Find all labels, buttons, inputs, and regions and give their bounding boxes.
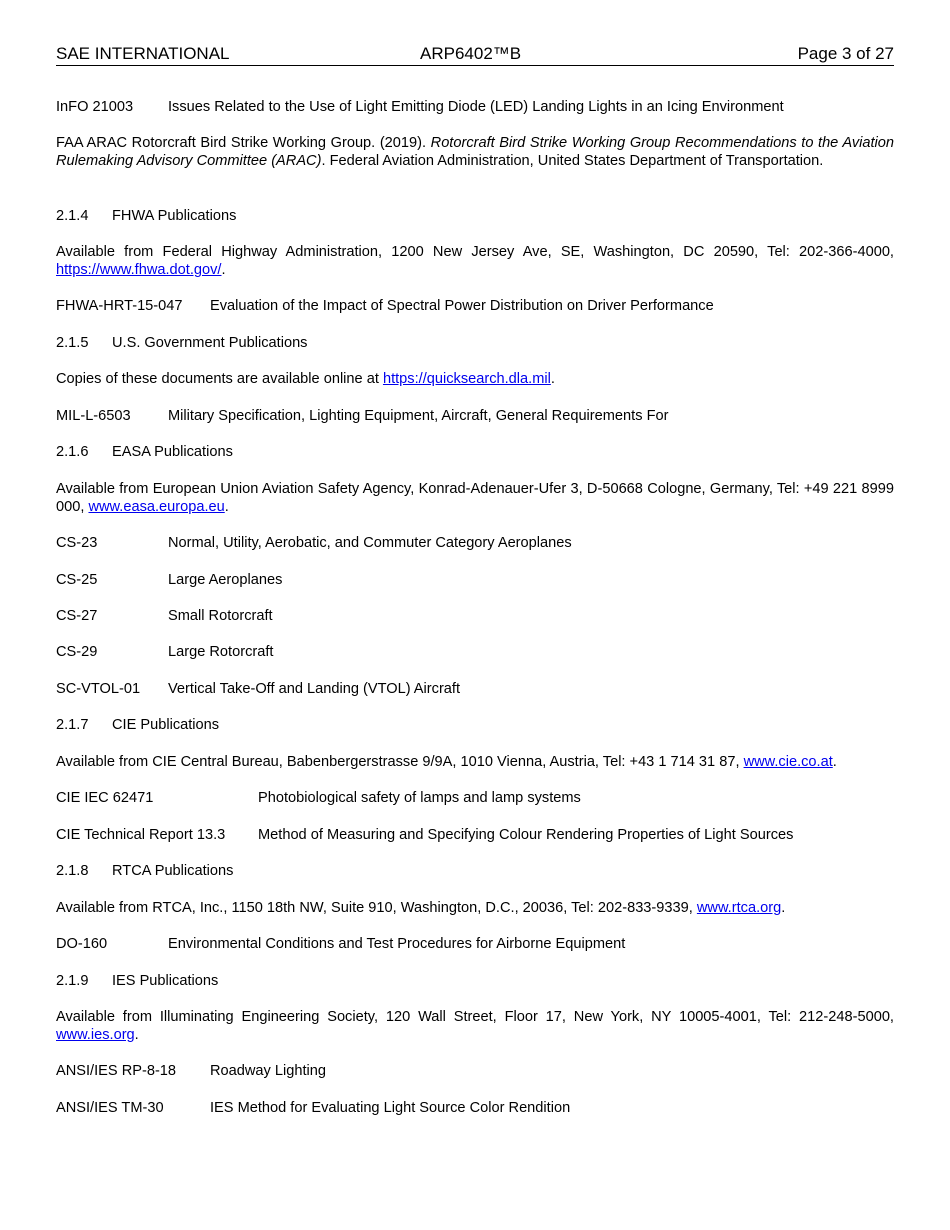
- citation-italic-title: Rotorcraft Bird Strike Working Group Recommendations to the Aviation Rulemaking Advisory Committee (ARAC): [56, 135, 895, 169]
- availability-text: Available from European Union Aviation Safety Agency, Konrad-Adenauer-Ufer 3, D-50668 Cologne, Germany, Tel: +49 221 8999 000,: [56, 481, 894, 515]
- quicksearch-link[interactable]: https://quicksearch.dla.mil: [382, 371, 551, 387]
- availability-text: Available from Federal Highway Administration, 1200 New Jersey Ave, SE, Washington, DC 20590, Tel: 202-366-4000,: [56, 244, 894, 260]
- faa-arac-citation: [56, 134, 894, 170]
- availability-text: Available from Illuminating Engineering Society, 120 Wall Street, Floor 17, New York, NY 10005-4001, Tel: 212-248-5000,: [56, 1009, 894, 1025]
- availability-text: Available from RTCA, Inc., 1150 18th NW, Suite 910, Washington, D.C., 20036, Tel: 202-833-9339,: [56, 900, 697, 916]
- citation-tail: . Federal Aviation Administration, United States Department of Transportation.: [321, 153, 824, 169]
- reference-code: FHWA-HRT-15-047: [56, 298, 183, 314]
- header-page-number: Page 3 of 27: [797, 44, 894, 63]
- reference-mil-l-6503: [56, 407, 894, 425]
- reference-title: Environmental Conditions and Test Procedures for Airborne Equipment: [168, 936, 626, 952]
- section-title: EASA Publications: [112, 444, 233, 460]
- reference-code: CS-25: [56, 572, 98, 588]
- reference-title: Military Specification, Lighting Equipment, Aircraft, General Requirements For: [168, 408, 669, 424]
- header-document-number: ARP6402™B: [420, 44, 522, 63]
- ies-link[interactable]: www.ies.org: [56, 1027, 135, 1043]
- reference-title: IES Method for Evaluating Light Source Color Rendition: [210, 1100, 571, 1116]
- fhwa-link[interactable]: https://www.fhwa.dot.gov/: [56, 262, 222, 278]
- reference-title: Issues Related to the Use of Light Emitting Diode (LED) Landing Lights in an Icing Environment: [168, 99, 784, 115]
- reference-cie-tr-13-3: [56, 826, 894, 844]
- reference-code: DO-160: [56, 936, 108, 952]
- section-title: FHWA Publications: [112, 208, 237, 224]
- reference-code: MIL-L-6503: [56, 408, 131, 424]
- reference-info-21003: [56, 98, 894, 116]
- section-number: 2.1.5: [56, 335, 89, 351]
- section-heading-2-1-9: [56, 972, 894, 990]
- reference-title: Small Rotorcraft: [168, 608, 273, 624]
- section-heading-2-1-4: [56, 207, 894, 225]
- rtca-link[interactable]: www.rtca.org: [696, 900, 782, 916]
- availability-text: Copies of these documents are available online at: [56, 371, 383, 387]
- section-heading-2-1-6: [56, 443, 894, 461]
- reference-cs-23: [56, 534, 894, 552]
- reference-do-160: [56, 935, 894, 953]
- ies-availability: [56, 1008, 894, 1044]
- availability-end: .: [221, 262, 226, 278]
- reference-title: Large Aeroplanes: [168, 572, 283, 588]
- usgov-availability: [56, 370, 894, 388]
- reference-ansi-ies-tm-30: [56, 1099, 894, 1117]
- reference-code: CIE IEC 62471: [56, 790, 154, 806]
- section-number: 2.1.9: [56, 973, 89, 989]
- reference-fhwa-hrt-15-047: [56, 297, 894, 315]
- section-title: IES Publications: [112, 973, 219, 989]
- fhwa-availability: [56, 243, 894, 279]
- header-organization: SAE INTERNATIONAL: [56, 44, 230, 63]
- reference-code: InFO 21003: [56, 99, 134, 115]
- section-number: 2.1.7: [56, 717, 89, 733]
- reference-cie-iec-62471: [56, 789, 894, 807]
- availability-end: .: [134, 1027, 139, 1043]
- reference-code: ANSI/IES RP-8-18: [56, 1063, 177, 1079]
- easa-availability: [56, 480, 894, 516]
- rtca-availability: [56, 899, 894, 917]
- availability-end: .: [224, 499, 229, 515]
- citation-lead: FAA ARAC Rotorcraft Bird Strike Working Group. (2019).: [56, 135, 431, 151]
- availability-end: .: [781, 900, 786, 916]
- reference-cs-25: [56, 571, 894, 589]
- section-number: 2.1.4: [56, 208, 89, 224]
- reference-code: ANSI/IES TM-30: [56, 1100, 164, 1116]
- reference-title: Evaluation of the Impact of Spectral Power Distribution on Driver Performance: [210, 298, 714, 314]
- section-heading-2-1-5: [56, 334, 894, 352]
- reference-title: Normal, Utility, Aerobatic, and Commuter Category Aeroplanes: [168, 535, 572, 551]
- availability-text: Available from CIE Central Bureau, Babenbergerstrasse 9/9A, 1010 Vienna, Austria, Tel: +43 1 714 31 87,: [56, 754, 744, 770]
- reference-ansi-ies-rp-8-18: [56, 1062, 894, 1080]
- section-number: 2.1.6: [56, 444, 89, 460]
- cie-availability: [56, 753, 894, 771]
- reference-code: CS-29: [56, 644, 98, 660]
- section-heading-2-1-8: [56, 862, 894, 880]
- cie-link[interactable]: www.cie.co.at: [743, 754, 833, 770]
- page-header: [56, 44, 894, 66]
- reference-sc-vtol-01: [56, 680, 894, 698]
- reference-code: CS-27: [56, 608, 98, 624]
- availability-end: .: [550, 371, 555, 387]
- section-title: CIE Publications: [112, 717, 220, 733]
- reference-title: Photobiological safety of lamps and lamp systems: [258, 790, 581, 806]
- reference-title: Method of Measuring and Specifying Colour Rendering Properties of Light Sources: [258, 827, 794, 843]
- section-title: U.S. Government Publications: [112, 335, 308, 351]
- availability-end: .: [832, 754, 837, 770]
- reference-code: CS-23: [56, 535, 98, 551]
- section-title: RTCA Publications: [112, 863, 234, 879]
- reference-title: Vertical Take-Off and Landing (VTOL) Aircraft: [168, 681, 461, 697]
- reference-title: Large Rotorcraft: [168, 644, 274, 660]
- easa-link[interactable]: www.easa.europa.eu: [88, 499, 225, 515]
- reference-code: CIE Technical Report 13.3: [56, 827, 226, 843]
- reference-cs-29: [56, 643, 894, 661]
- reference-cs-27: [56, 607, 894, 625]
- reference-code: SC-VTOL-01: [56, 681, 141, 697]
- reference-title: Roadway Lighting: [210, 1063, 327, 1079]
- section-heading-2-1-7: [56, 716, 894, 734]
- section-number: 2.1.8: [56, 863, 89, 879]
